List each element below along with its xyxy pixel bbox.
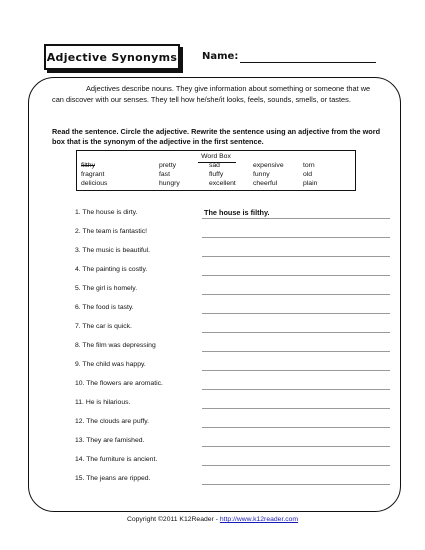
question-text: 14. The furniture is ancient. <box>75 456 158 463</box>
word-box-word: expensive <box>253 162 284 169</box>
word-box-word: old <box>303 171 313 178</box>
answer-line[interactable] <box>202 237 390 238</box>
word-box-word: sad <box>209 162 220 169</box>
question-text: 12. The clouds are puffy. <box>75 418 150 425</box>
question-row <box>75 361 390 373</box>
answer-line[interactable] <box>202 484 390 485</box>
word-box-title-text: Word Box <box>201 153 231 160</box>
question-row <box>75 209 390 221</box>
word-box-word: fast <box>159 171 170 178</box>
word-box-word: funny <box>253 171 270 178</box>
word-box-word: plain <box>303 180 318 187</box>
answer-line[interactable] <box>202 294 390 295</box>
question-text: 2. The team is fantastic! <box>75 228 148 235</box>
word-box-word: cheerful <box>253 180 278 187</box>
answer-line[interactable] <box>202 370 390 371</box>
instruction-text: Read the sentence. Circle the adjective. Rewrite the sentence using an adjective from the word box that is the synonym of the adjective in the first sentence. <box>52 127 381 146</box>
footer <box>0 516 425 523</box>
intro-paragraph: Adjectives describe nouns. They give information about something or someone that we can discover with our senses. They tell how he/she/it looks, feels, sounds, smells, or tastes. <box>52 84 371 104</box>
question-text: 4. The painting is costly. <box>75 266 148 273</box>
question-row <box>75 323 390 335</box>
word-box-word: fluffy <box>209 171 224 178</box>
question-row <box>75 304 390 316</box>
answer-line[interactable] <box>202 446 390 447</box>
answer-line[interactable] <box>202 332 390 333</box>
word-box-word: fragrant <box>81 171 105 178</box>
question-text: 11. He is hilarious. <box>75 399 131 406</box>
question-row <box>75 475 390 487</box>
question-row <box>75 380 390 392</box>
answer-line[interactable] <box>202 427 390 428</box>
answer-line[interactable] <box>202 218 390 219</box>
question-row <box>75 456 390 468</box>
worksheet-title: Adjective Synonyms <box>46 50 178 64</box>
question-row <box>75 266 390 278</box>
question-text: 9. The child was happy. <box>75 361 146 368</box>
word-box-word: torn <box>303 162 315 169</box>
question-text: 10. The flowers are aromatic. <box>75 380 163 387</box>
worksheet-title-box <box>44 44 180 70</box>
question-row <box>75 228 390 240</box>
question-text: 15. The jeans are ripped. <box>75 475 151 482</box>
answer-line[interactable] <box>202 275 390 276</box>
answer-line[interactable] <box>202 351 390 352</box>
word-box <box>76 150 356 191</box>
answer-line[interactable] <box>202 256 390 257</box>
name-label: Name: <box>202 51 239 62</box>
answer-example: The house is filthy. <box>204 208 270 217</box>
question-text: 8. The film was depressing <box>75 342 156 349</box>
answer-line[interactable] <box>202 313 390 314</box>
question-row <box>75 418 390 430</box>
question-row <box>75 437 390 449</box>
question-text: 13. They are famished. <box>75 437 145 444</box>
question-text: 1. The house is dirty. <box>75 209 138 216</box>
answer-line[interactable] <box>202 389 390 390</box>
question-row <box>75 342 390 354</box>
question-row <box>75 247 390 259</box>
name-entry-line <box>240 62 376 63</box>
question-text: 6. The food is tasty. <box>75 304 134 311</box>
answer-line[interactable] <box>202 465 390 466</box>
word-box-word: delicious <box>81 180 108 187</box>
question-text: 3. The music is beautiful. <box>75 247 151 254</box>
question-text: 7. The car is quick. <box>75 323 132 330</box>
question-text: 5. The girl is homely. <box>75 285 138 292</box>
footer-link[interactable]: http://www.k12reader.com <box>219 516 299 523</box>
answer-line[interactable] <box>202 408 390 409</box>
word-box-word: excellent <box>209 180 236 187</box>
word-box-word: filthy <box>81 162 95 169</box>
word-box-word: hungry <box>159 180 180 187</box>
copyright-text: Copyright ©2011 K12Reader - <box>126 516 220 523</box>
word-box-title <box>77 153 355 160</box>
question-row <box>75 285 390 297</box>
word-box-word: pretty <box>159 162 176 169</box>
question-row <box>75 399 390 411</box>
